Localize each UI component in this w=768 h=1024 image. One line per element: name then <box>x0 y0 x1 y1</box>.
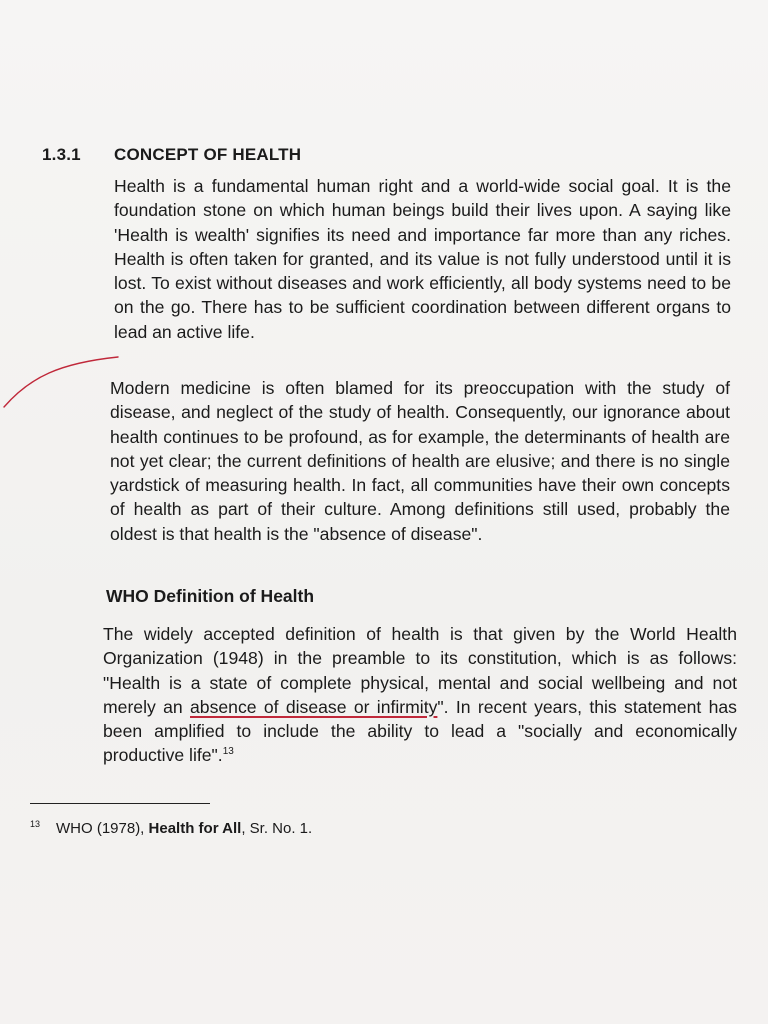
footnote-text-after: , Sr. No. 1. <box>241 820 313 837</box>
footnote-marker: 13 <box>30 819 41 829</box>
underlined-phrase: absence of disease or infirmity <box>190 696 438 717</box>
paragraph-modern-medicine: Modern medicine is often blamed for its preoccupation with the study of disease, and neglect of the study of health. Consequently, our ignorance about health continues to be profound, as for example, the determinants of health are not yet clear; the current definitions of health are elusive; and there is no single yardstick of measuring health. In fact, all communities have their own concepts of health as part of their culture. Among definitions still used, probably the oldest is that health is the "absence of disease". <box>110 378 730 544</box>
paragraph-who-definition <box>103 622 737 768</box>
footnote <box>30 819 312 837</box>
section-heading <box>42 145 301 165</box>
section-number: 1.3.1 <box>42 145 81 164</box>
who-text-after: ". In recent years, this statement has been amplified to include the ability to lead a "socially and economically productive life". <box>103 696 737 766</box>
footnote-divider <box>30 803 210 804</box>
footnote-text-before: WHO (1978), <box>56 820 149 837</box>
section-title: CONCEPT OF HEALTH <box>114 145 302 164</box>
who-text-before: The widely accepted definition of health is that given by the World Health Organization (1948) in the preamble to its constitution, which is as follows: "Health is a state of complete physical, mental and social wellbeing and not merely an <box>103 624 737 717</box>
paragraph-health-intro: Health is a fundamental human right and a world-wide social goal. It is the foundation stone on which human beings build their lives upon. A saying like 'Health is wealth' signifies its need and importance far more than any riches. Health is often taken for granted, and its value is not fully understood until it is lost. To exist without diseases and work efficiently, all body systems need to be on the go. There has to be sufficient coordination between different organs to lead an active life. <box>114 176 731 342</box>
footnote-bold-title: Health for All <box>148 820 242 837</box>
footnote-reference: 13 <box>222 746 234 758</box>
who-definition-heading: WHO Definition of Health <box>106 586 315 606</box>
